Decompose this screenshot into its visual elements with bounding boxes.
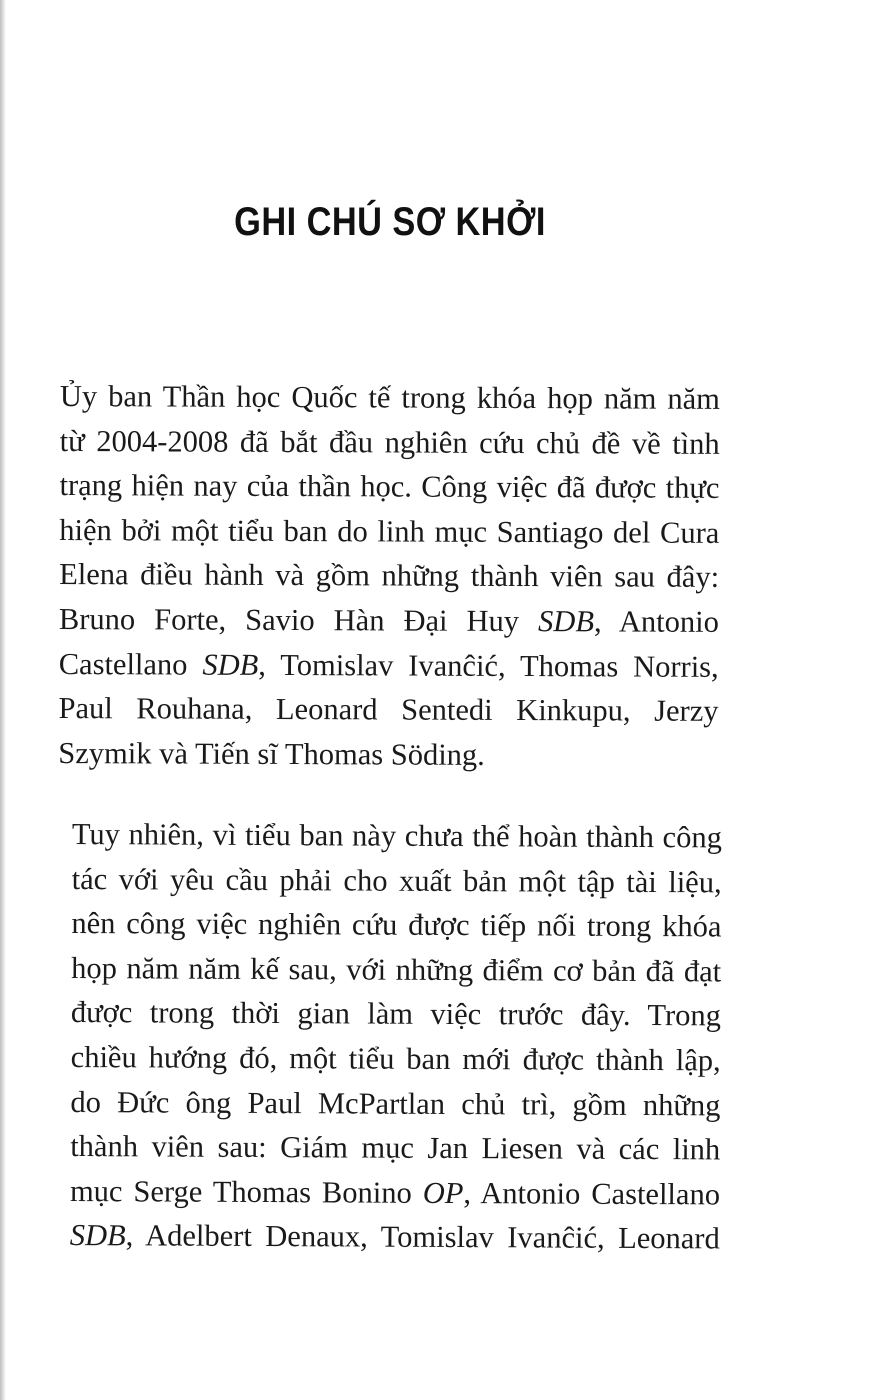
text-line: Tuy nhiên, vì tiểu ban này chưa thể hoàn thành công <box>71 816 722 855</box>
page-edge-shadow <box>0 0 6 1400</box>
page-title: GHI CHÚ SƠ KHỞI <box>234 200 546 244</box>
text-run: , Tomislav Ivanĉić, Thomas Norris, <box>258 647 719 684</box>
text-line: được trong thời gian làm việc trước đây. Trong <box>70 995 722 1033</box>
paragraph-1 <box>58 374 720 778</box>
text-line: nên công việc nghiên cứu được tiếp nối trong khóa <box>71 906 722 944</box>
text-line: do Đức ông Paul McPartlan chủ trì, gồm những <box>70 1084 721 1122</box>
text-line: họp năm năm kế sau, với những điểm cơ bản đã đạt <box>71 950 722 989</box>
text-run: Bruno Forte, Savio Hàn Đại Huy <box>58 601 539 639</box>
text-run: Castellano <box>58 646 203 682</box>
text-line: Szymik và Tiến sĩ Thomas Söding. <box>58 735 485 772</box>
italic-abbreviation: OP <box>422 1175 464 1210</box>
paragraph-2 <box>70 812 722 1261</box>
italic-abbreviation: SDB <box>69 1218 126 1253</box>
text-line: trạng hiện nay của thần học. Công việc đã được thực <box>59 468 720 506</box>
italic-abbreviation: SDB <box>538 604 595 639</box>
text-line: chiều hướng đó, một tiểu ban mới được thành lập, <box>70 1039 721 1078</box>
text-line <box>70 1169 720 1217</box>
text-run: mục Serge Thomas Bonino <box>69 1173 423 1210</box>
text-run: , Antonio <box>593 604 720 639</box>
text-line <box>59 642 719 689</box>
text-line: tác với yêu cầu phải cho xuất bản một tập tài liệu, <box>71 861 722 899</box>
text-line <box>59 597 719 644</box>
text-line: hiện bởi một tiểu ban do linh mục Santiago del Cura <box>59 512 720 550</box>
text-run: , Antonio Castellano <box>463 1175 721 1212</box>
italic-abbreviation: SDB <box>202 647 259 682</box>
text-line: Paul Rouhana, Leonard Sentedi Kinkupu, Jerzy <box>58 691 719 729</box>
text-line: từ 2004-2008 đã bắt đầu nghiên cứu chủ đề về tình <box>59 423 720 461</box>
text-line: Elena điều hành và gồm những thành viên sau đây: <box>59 557 720 595</box>
text-line: thành viên sau: Giám mục Jan Liesen và các linh <box>70 1129 721 1167</box>
text-line: Ủy ban Thần học Quốc tế trong khóa họp năm năm <box>59 378 720 416</box>
text-line <box>70 1213 720 1261</box>
text-run: , Adelbert Denaux, Tomislav Ivanĉić, Leonard <box>125 1218 720 1256</box>
